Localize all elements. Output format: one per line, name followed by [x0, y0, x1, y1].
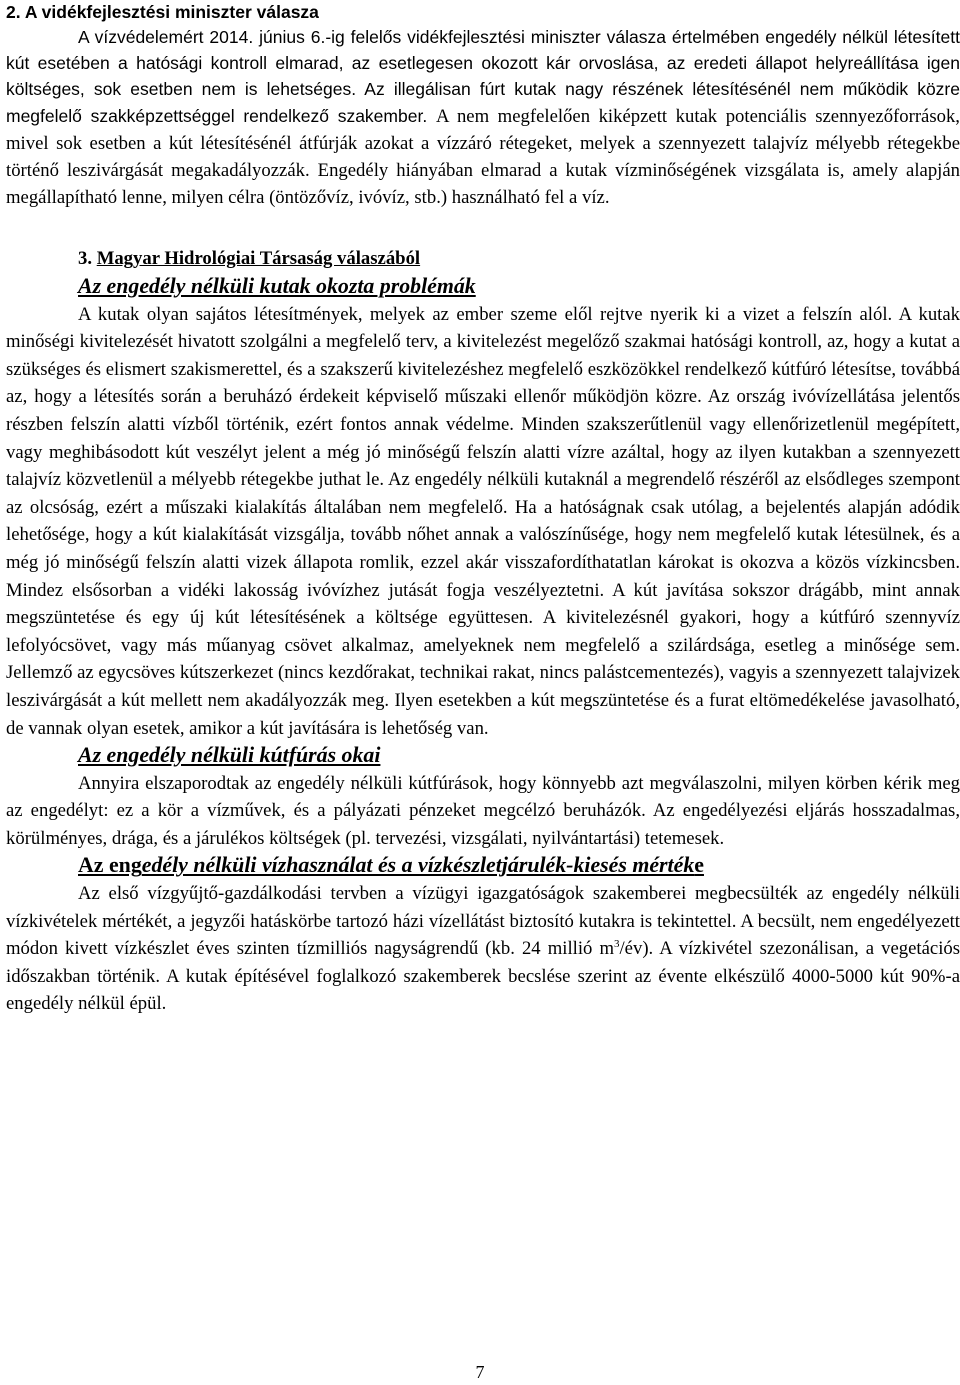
cubic-superscript: 3 [613, 938, 620, 951]
section-2-paragraph-text: A vízvédelemért 2014. június 6.-ig felelős vidékfejlesztési miniszter válasza értelmében engedély nélkül létesített kút esetében a hatósági kontroll elmarad, az esetlegesen okozott kár orvoslása, az eredeti állapot helyreállítása igen költséges, sok esetben nem is lehetséges. Az illegálisan fúrt kutak nagy részének létesítésénél nem működik közre megfelelő szakképzettséggel rendelkező szakember. [6, 27, 960, 126]
subsection-problems-text: A kutak olyan sajátos létesítmények, melyek az ember szeme elől rejtve nyerik ki a vizet a felszín alól. A kutak minőségi kivitelezését hivatott szolgálni a megfelelő terv, a kivitelezést megelőző szakmai hatósági kontroll, az, hogy a kutat a szükséges és elismert szakismerettel, és a szakszerű kivitelezéshez megfelelő eszközökkel rendelkező kútfúró létesítse, továbbá az, hogy a létesítés során a beruházó érdekeit képviselő műszaki ellenőr működjön közre. Az ország ivóvízellátása jelentős részben felszín alatti vízből történik, ezért fontos annak védelme. Minden szakszerűtlenül vagy ellenőrizetlenül megépített, vagy meghibásodott kút veszélyt jelent a még jó minőségű felszín alatti vízre azáltal, hogy az ilyen kutakban a szennyezett talajvíz közvetlenül a mélyebb rétegekbe juthat le. Az engedély nélküli kutaknál a megrendelő részéről az elsődleges szempont az olcsóság, ezért a műszaki kialakítás általában nem megfelelő. Ha a hatóságnak csak utólag, a bejelentés alapján adódik lehetősége, hogy a kút kialakítását vizsgálja, tovább nőhet annak a valószínűsége, hogy nem megfelelő kutak létesülnek, és a még jó minőségű felszín alatti vizek állapota romlik, ezzel akár visszafordíthatatlan károkat is okozva a közös vízkincsben. Mindez elsősorban a vidéki lakosság ivóvízhez jutását fogja veszélyeztetni. A kút javítása sokszor drágább, mint annak megszüntetése és egy új kút létesítésének a költsége együttesen. A kivitelezésnél gyakori, hogy a kútfúró szennyvíz lefolyócsövet, vagy más műanyag csövet alkalmaz, amelyeknek nem megfelelő a szilárdsága, esetleg a minősége sem. Jellemző az egycsöves kútszerkezet (nincs kezdőrakat, technikai rakat, nincs palástcementezés), vagyis a szennyezett talajvizek leszivárgását a kút mellett nem akadályozzák meg. Ilyen esetekben a kút megszüntetése és a furat eltömedékelése javasolható, de vannak olyan esetek, amikor a kút javítására is lehetőség van. [6, 303, 960, 739]
section-3-heading [6, 245, 960, 273]
section-2-paragraph-continuation: A nem megfelelően kiképzett kutak potenciális szennyezőforrások, mivel sok esetben a kút létesítésénél átfúrják azokat a vízzáró rétegeket, melyek a szennyezett talajvíz mélyebb rétegekbe történő leszivárgását megakadályozzák. Engedély hiányában elmarad a kutak vízminőségének vizsgálata is, amely alapján megállapítható lenne, milyen célra (öntözővíz, ivóvíz, stb.) használható fel a víz. [6, 105, 960, 209]
subsection-water-use-heading [6, 852, 960, 880]
section-2-heading [6, 0, 960, 24]
section-2-title: A vidékfejlesztési miniszter válasza [24, 2, 319, 22]
subsection-causes-heading: Az engedély nélküli kútfúrás okai [78, 743, 381, 768]
subsection-water-use-heading-c: e [694, 853, 704, 878]
subsection-water-use-heading-b: edély nélküli vízhasználat és a vízkészletjárulék-kiesés mérték [141, 853, 695, 878]
page-number: 7 [475, 1362, 485, 1382]
section-3-number: 3. [78, 248, 93, 270]
section-2-paragraph [6, 24, 960, 211]
subsection-water-use-text [6, 880, 960, 1018]
section-3-title: Magyar Hidrológiai Társaság válaszából [96, 248, 421, 270]
subsection-problems-heading: Az engedély nélküli kutak okozta problémák [78, 274, 476, 299]
subsection-water-use-text-a: Az első vízgyűjtő-gazdálkodási tervben a vízügyi igazgatóságok szakemberei megbecsülték az engedély nélküli vízkivételek mértékét, a jegyzői hatáskörbe tartozó házi vízellátást biztosító kutakra is tekintettel. A becsült, nem engedélyezett módon kivett vízkészlet éves szinten tízmilliós nagyságrendű (kb. 24 millió m [6, 883, 960, 960]
subsection-water-use-heading-a: Az eng [78, 853, 142, 878]
subsection-water-use-text-b: /év). A vízkivétel szezonálisan, a vegetációs időszakban történik. A kutak építésével foglalkozó szakemberek becslése szerint az évente elkészülő 4000-5000 kút 90%-a engedély nélkül épül. [6, 938, 960, 1015]
section-2-number: 2. [6, 2, 21, 22]
subsection-causes-text: Annyira elszaporodtak az engedély nélküli kútfúrások, hogy könnyebb azt megválaszolni, milyen körben kérik meg az engedélyt: ez a kör a vízművek, és a pályázati pénzeket megcélzó beruházók. Az engedélyezési eljárás hosszadalmas, körülményes, drága, és a járulékos költségek (pl. tervezési, vizsgálati, nyilvántartási) tetemesek. [6, 772, 960, 849]
document-page [6, 0, 960, 1018]
